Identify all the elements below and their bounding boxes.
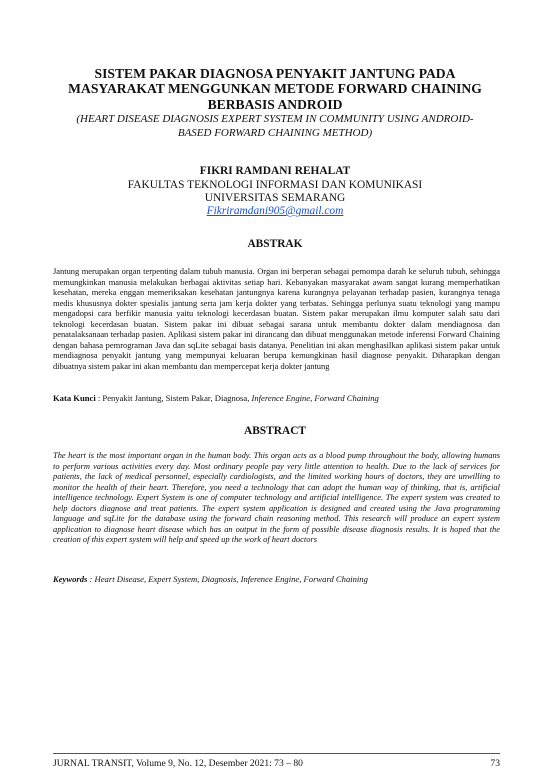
kata-kunci-sep: , [310, 393, 315, 403]
title-line: SISTEM PAKAR DIAGNOSA PENYAKIT JANTUNG PADA [94, 66, 456, 81]
abstrak-body: Jantung merupakan organ terpenting dalam tubuh manusia. Organ ini berperan sebagai pemompa darah ke seluruh tubuh, sehingga memungkinkan manusia melakukan berbagai aktivitas setiap hari. Kebanyakan masyarakat awam sangat kurang memperhatikan kesehatan, mereka enggan memeriksakan kesehatan jantungnya karena kurangnya pelayanan terhadap pasien, kurangnya tenaga medis khususnya dokter spesialis jantung serta jam kerja dokter yang terbatas. Sehingga perlunya suatu teknologi yang mampu mengadopsi cara berfikir manusia yaitu teknologi kecerdasan buatan. Sistem pakar merupakan ilmu komputer salah satu dari teknologi kecerdasan buatan. Sistem pakar ini dibuat sebagai sarana untuk membantu dokter dalam mendiagnosa dan penatalaksanaan terhadap pasien. Aplikasi sistem pakar ini dirancang dan dibuat menggunakan metode inferensi Forward Chaining dengan bahasa pemrograman Java dan sqLite sebagai basis datanya. Penelitian ini akan menghasilkan aplikasi sistem pakar untuk mendiagnosa penyakit jantung yang mempunyai keluaran berupa kemungkinan hasil diagnose penyakit. Diharapkan dengan dibuatnya sistem pakar ini akan membantu dan mempercepat kerja dokter jantung [53, 266, 500, 371]
journal-info: JURNAL TRANSIT, Volume 9, No. 12, Desember 2021: 73 – 80 [53, 758, 303, 769]
footer-rule [53, 753, 500, 754]
paper-title [40, 66, 510, 112]
author-name: FIKRI RAMDANI REHALAT [199, 165, 351, 177]
keywords-text: : Heart Disease, Expert System, Diagnosis, Inference Engine, Forward Chaining [87, 574, 368, 584]
page-number: 73 [490, 758, 500, 769]
kata-kunci-italic-2: Forward Chaining [314, 393, 379, 403]
abstrak-heading: ABSTRAK [247, 238, 303, 250]
keywords [53, 574, 500, 585]
email-link[interactable]: Fikriramdani905@gmail.com [206, 205, 344, 217]
affiliation-faculty: FAKULTAS TEKNOLOGI INFORMASI DAN KOMUNIKASI [127, 179, 423, 191]
kata-kunci-label: Kata Kunci [53, 393, 96, 403]
title-line: BERBASIS ANDROID [207, 96, 343, 112]
abstract-heading: ABSTRACT [243, 425, 307, 437]
keywords-label: Keywords [53, 574, 88, 584]
subtitle-line: (HEART DISEASE DIAGNOSIS EXPERT SYSTEM IN COMMUNITY USING ANDROID- [76, 113, 474, 125]
title-line: MASYARAKAT MENGGUNKAN METODE FORWARD CHAINING [68, 81, 482, 97]
paper-subtitle [60, 113, 490, 140]
kata-kunci [53, 393, 500, 404]
author-email [40, 205, 510, 217]
page-footer [53, 758, 500, 769]
kata-kunci-italic: Inference Engine [251, 393, 311, 403]
kata-kunci-text: : Penyakit Jantung, Sistem Pakar, Diagnosa, [95, 393, 252, 403]
subtitle-line: BASED FORWARD CHAINING METHOD) [177, 126, 373, 139]
abstract-body: The heart is the most important organ in the human body. This organ acts as a blood pump throughout the body, allowing humans to perform various activities every day. Most ordinary people pay very little attention to health. Due to the lack of services for patients, the lack of medical personnel, especially cardiologists, and the limited working hours of doctors, they are unwilling to monitor the health of their heart. Therefore, you need a technology that can adopt the human way of thinking, that is, artificial intelligence technology. Expert System is one of computer technology and artificial intelligence. The expert system was created to help doctors diagnose and treat patients. The expert system application is designed and created using the Java programming language and sqLite for the database using the forward chain reasoning method. This research will produce an expert system application to diagnose heart disease which has an output in the form of possible disease diagnosis results. It is hoped that the creation of this expert system will help and speed up the work of heart doctors [53, 450, 500, 545]
affiliation-university: UNIVERSITAS SEMARANG [204, 192, 346, 204]
